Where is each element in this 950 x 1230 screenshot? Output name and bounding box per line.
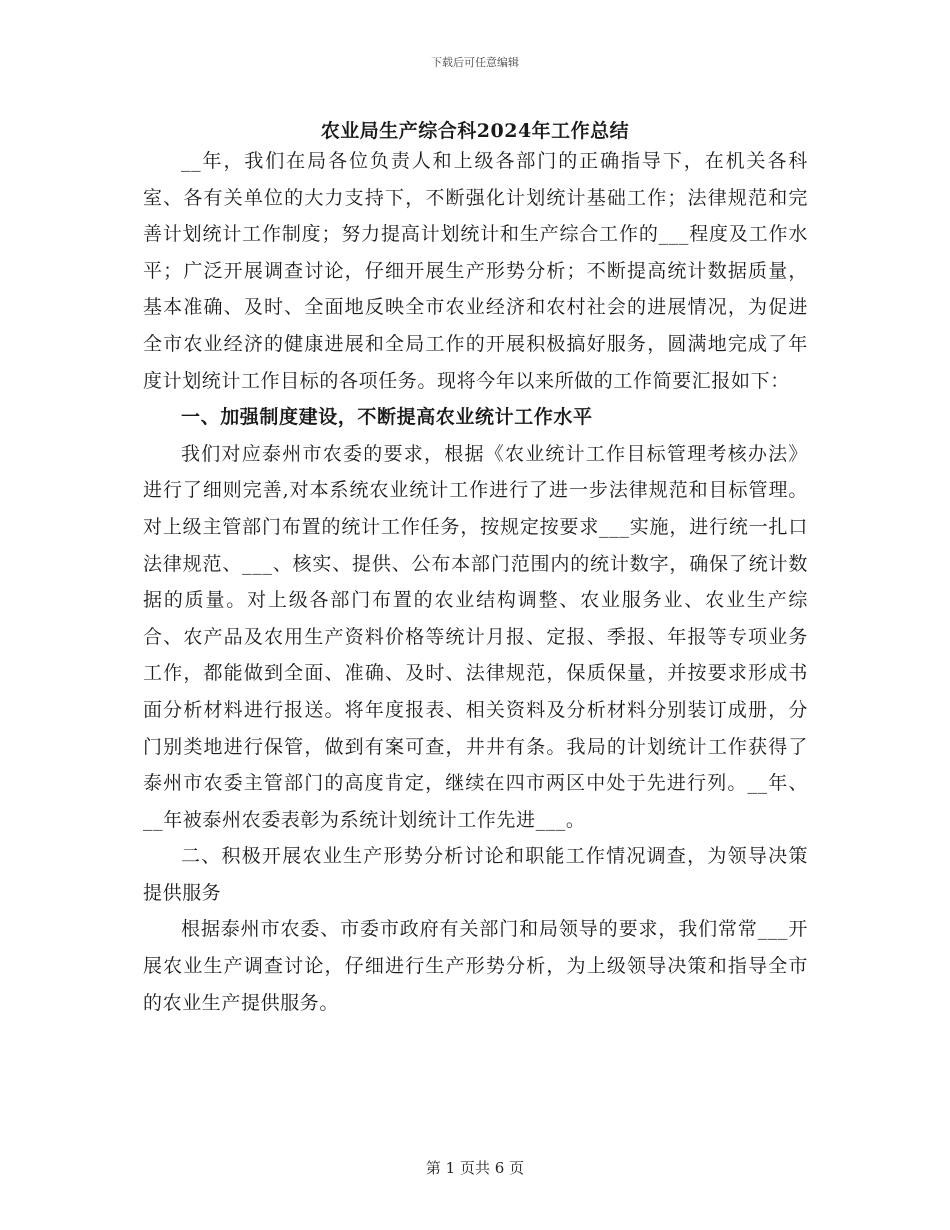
section-heading-2: 二、积极开展农业生产形势分析讨论和职能工作情况调查，为领导决策提供服务 — [143, 845, 808, 904]
paragraph-section-2: 根据泰州市农委、市委市政府有关部门和局领导的要求，我们常常___开展农业生产调查讨论，仔细进行生产形势分析，为上级领导决策和指导全市的农业生产提供服务。 — [143, 918, 808, 1014]
document-body — [143, 143, 808, 1021]
page-header-note: 下载后可任意编辑 — [431, 56, 519, 69]
page-footer: 第 1 页共 6 页 — [425, 1159, 525, 1177]
paragraph-section-1: 我们对应泰州市农委的要求，根据《农业统计工作目标管理考核办法》进行了细则完善,对本系统农业统计工作进行了进一步法律规范和目标管理。对上级主管部门布置的统计工作任务，按规定按要求___实施，进行统一扎口法律规范、___、核实、提供、公布本部门范围内的统计数字，确保了统计数据的质量。对上级各部门布置的农业结构调整、农业服务业、农业生产综合、农产品及农用生产资料价格等统计月报、定报、季报、年报等专项业务工作，都能做到全面、准确、及时、法律规范，保质保量，并按要求形成书面分析材料进行报送。将年度报表、相关资料及分析材料分别装订成册，分门别类地进行保管，做到有案可查，井井有条。我局的计划统计工作获得了泰州市农委主管部门的高度肯定，继续在四市两区中处于先进行列。__年、__年被泰州农委表彰为系统计划统计工作先进___。 — [143, 442, 808, 831]
paragraph-intro: __年，我们在局各位负责人和上级各部门的正确指导下，在机关各科室、各有关单位的大力支持下，不断强化计划统计基础工作；法律规范和完善计划统计工作制度；努力提高计划统计和生产综合工作的___程度及工作水平；广泛开展调查讨论，仔细开展生产形势分析；不断提高统计数据质量，基本准确、及时、全面地反映全市农业经济和农村社会的进展情况，为促进全市农业经济的健康进展和全局工作的开展积极搞好服务，圆满地完成了年度计划统计工作目标的各项任务。现将今年以来所做的工作简要汇报如下： — [143, 150, 808, 392]
document-title: 农业局生产综合科2024年工作总结 — [320, 120, 630, 142]
section-heading-1: 一、加强制度建设，不断提高农业统计工作水平 — [181, 406, 593, 429]
